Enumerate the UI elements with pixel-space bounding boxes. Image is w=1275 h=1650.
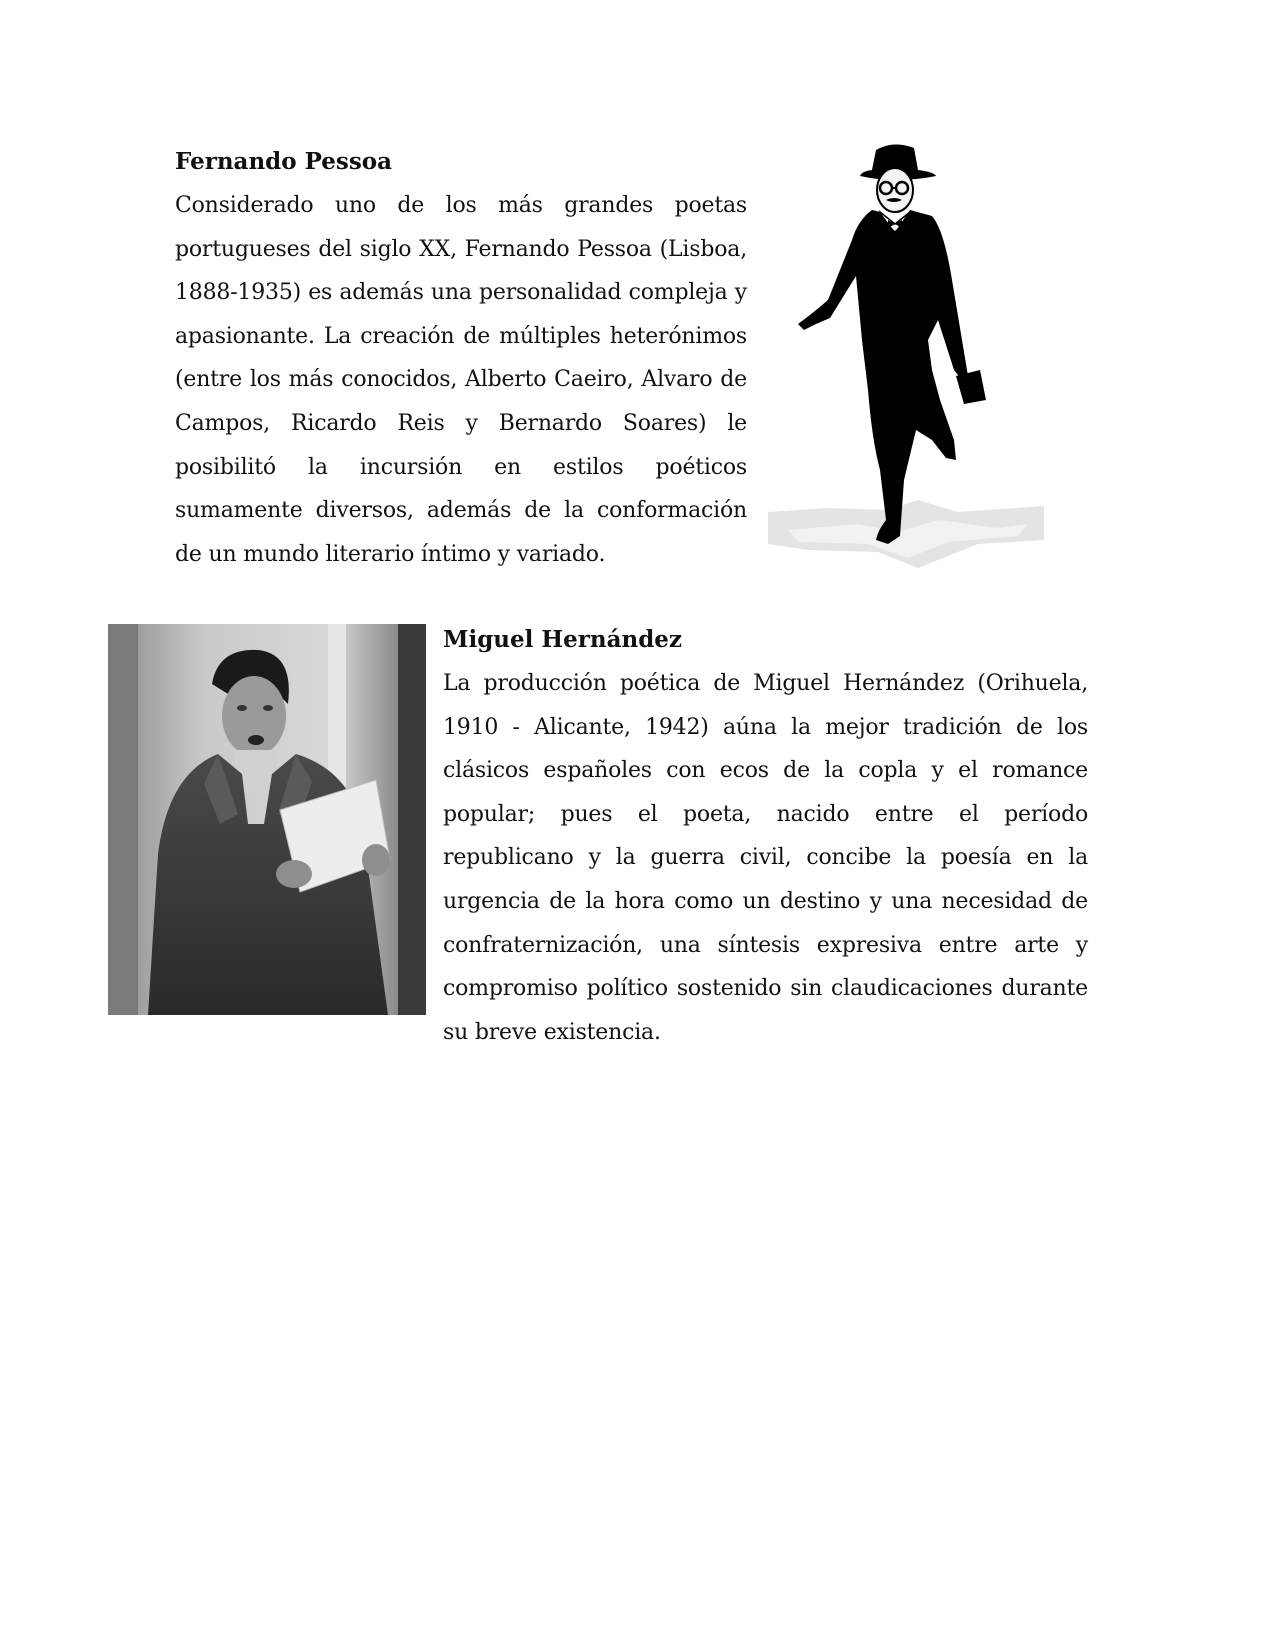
hernandez-biography: La producción poética de Miguel Hernández (Orihuela, 1910 - Alicante, 1942) aúna la mejor tradición de los clásicos españoles con ecos de la copla y el romance popular; pues el poeta, nacido entre el período republicano y la guerra civil, concibe la poesía en la urgencia de la hora como un destino y una necesidad de confraternización, una síntesis expresiva entre arte y compromiso político sostenido sin claudicaciones durante su breve existencia. <box>443 671 1088 1045</box>
pessoa-silhouette-image <box>768 140 1044 572</box>
pessoa-section <box>175 140 747 576</box>
hernandez-photo <box>108 624 426 1015</box>
pessoa-biography: Considerado uno de los más grandes poetas portugueses del siglo XX, Fernando Pessoa (Lisboa, 1888-1935) es además una personalidad compleja y apasionante. La creación de múltiples heterónimos (entre los más conocidos, Alberto Caeiro, Alvaro de Campos, Ricardo Reis y Bernardo Soares) le posibilitó la incursión en estilos poéticos sumamente diversos, además de la conformación de un mundo literario íntimo y variado. <box>175 193 747 567</box>
pessoa-title: Fernando Pessoa <box>175 148 393 175</box>
hernandez-title: Miguel Hernández <box>443 626 682 653</box>
hernandez-section <box>443 618 1088 1054</box>
